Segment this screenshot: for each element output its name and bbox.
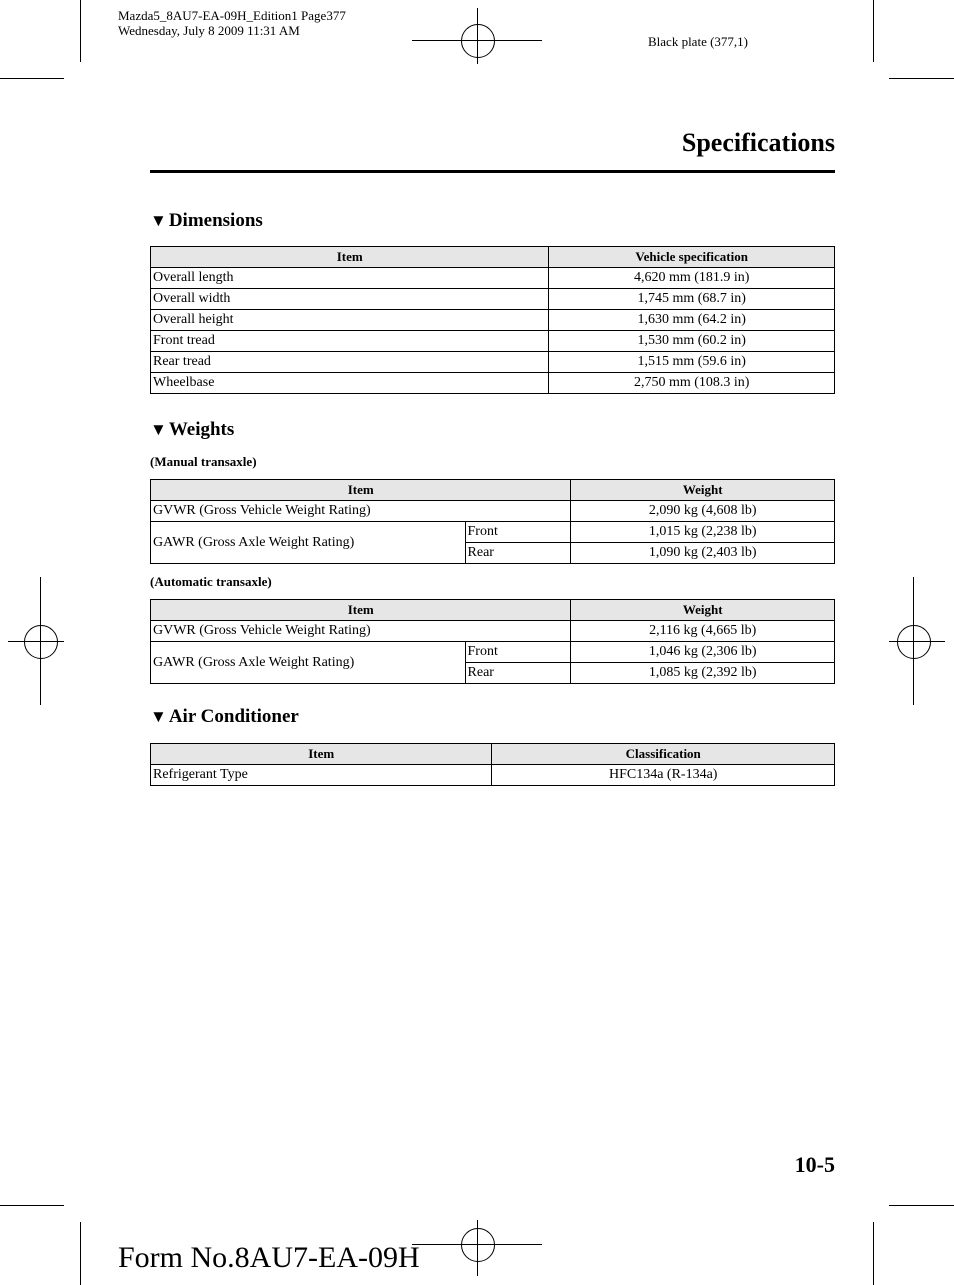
- down-triangle-icon: ▼: [150, 420, 167, 439]
- column-header: Item: [151, 480, 571, 501]
- table-row: [151, 765, 835, 786]
- air-conditioner-heading-text: Air Conditioner: [168, 706, 299, 727]
- value-cell: 2,116 kg (4,665 lb): [571, 621, 835, 642]
- axle-cell: Front: [465, 642, 571, 663]
- automatic-weights-table: [150, 599, 835, 684]
- air-conditioner-table: [150, 743, 835, 786]
- weights-heading-text: Weights: [168, 419, 235, 440]
- axle-cell: Front: [465, 522, 571, 543]
- crop-mark: [889, 1205, 954, 1206]
- page-title: Specifications: [681, 128, 835, 157]
- table-header-row: [151, 600, 835, 621]
- table-row: [151, 268, 835, 289]
- crop-mark: [873, 0, 874, 62]
- crop-mark: [80, 0, 81, 62]
- value-cell: 1,046 kg (2,306 lb): [571, 642, 835, 663]
- dimensions-heading: [150, 210, 263, 232]
- plate-label: Black plate (377,1): [648, 34, 748, 49]
- item-cell: Overall height: [151, 310, 549, 331]
- value-cell: 1,515 mm (59.6 in): [549, 352, 835, 373]
- table-row: [151, 289, 835, 310]
- item-cell: Wheelbase: [151, 373, 549, 394]
- table-row: [151, 331, 835, 352]
- axle-cell: Rear: [465, 543, 571, 564]
- item-cell: GVWR (Gross Vehicle Weight Rating): [151, 501, 571, 522]
- column-header: Weight: [571, 600, 835, 621]
- value-cell: 4,620 mm (181.9 in): [549, 268, 835, 289]
- dimensions-heading-text: Dimensions: [168, 210, 263, 231]
- item-cell: Overall length: [151, 268, 549, 289]
- column-header: Vehicle specification: [549, 247, 835, 268]
- value-cell: 1,530 mm (60.2 in): [549, 331, 835, 352]
- table-header-row: [151, 744, 835, 765]
- item-cell: Refrigerant Type: [151, 765, 492, 786]
- dimensions-table: [150, 246, 835, 394]
- crop-mark: [873, 1222, 874, 1285]
- value-cell: 1,745 mm (68.7 in): [549, 289, 835, 310]
- item-cell: Rear tread: [151, 352, 549, 373]
- table-row: [151, 522, 835, 543]
- value-cell: HFC134a (R-134a): [492, 765, 835, 786]
- crop-mark: [889, 78, 954, 79]
- print-header-line1: Mazda5_8AU7-EA-09H_Edition1 Page377: [118, 8, 346, 23]
- value-cell: 2,750 mm (108.3 in): [549, 373, 835, 394]
- title-rule: [150, 170, 835, 173]
- column-header: Item: [151, 744, 492, 765]
- item-cell: Overall width: [151, 289, 549, 310]
- weights-heading: [150, 419, 234, 441]
- table-row: [151, 373, 835, 394]
- crop-mark: [80, 1222, 81, 1285]
- value-cell: 1,630 mm (64.2 in): [549, 310, 835, 331]
- item-cell: Front tread: [151, 331, 549, 352]
- crop-mark: [0, 78, 64, 79]
- item-cell: GVWR (Gross Vehicle Weight Rating): [151, 621, 571, 642]
- value-cell: 2,090 kg (4,608 lb): [571, 501, 835, 522]
- form-number: Form No.8AU7-EA-09H: [118, 1241, 420, 1274]
- print-header: [118, 8, 346, 38]
- table-row: [151, 621, 835, 642]
- axle-cell: Rear: [465, 663, 571, 684]
- value-cell: 1,015 kg (2,238 lb): [571, 522, 835, 543]
- table-row: [151, 642, 835, 663]
- table-row: [151, 352, 835, 373]
- table-row: [151, 501, 835, 522]
- page-number: 10-5: [794, 1152, 835, 1177]
- down-triangle-icon: ▼: [150, 211, 167, 230]
- item-cell: GAWR (Gross Axle Weight Rating): [151, 522, 466, 564]
- table-header-row: [151, 247, 835, 268]
- column-header: Classification: [492, 744, 835, 765]
- value-cell: 1,085 kg (2,392 lb): [571, 663, 835, 684]
- air-conditioner-heading: [150, 706, 299, 728]
- down-triangle-icon: ▼: [150, 707, 167, 726]
- column-header: Item: [151, 247, 549, 268]
- manual-transaxle-subheading: (Manual transaxle): [150, 454, 257, 469]
- table-row: [151, 310, 835, 331]
- crop-mark: [0, 1205, 64, 1206]
- print-header-line2: Wednesday, July 8 2009 11:31 AM: [118, 23, 300, 38]
- manual-weights-table: [150, 479, 835, 564]
- column-header: Weight: [571, 480, 835, 501]
- column-header: Item: [151, 600, 571, 621]
- automatic-transaxle-subheading: (Automatic transaxle): [150, 574, 272, 589]
- table-header-row: [151, 480, 835, 501]
- item-cell: GAWR (Gross Axle Weight Rating): [151, 642, 466, 684]
- value-cell: 1,090 kg (2,403 lb): [571, 543, 835, 564]
